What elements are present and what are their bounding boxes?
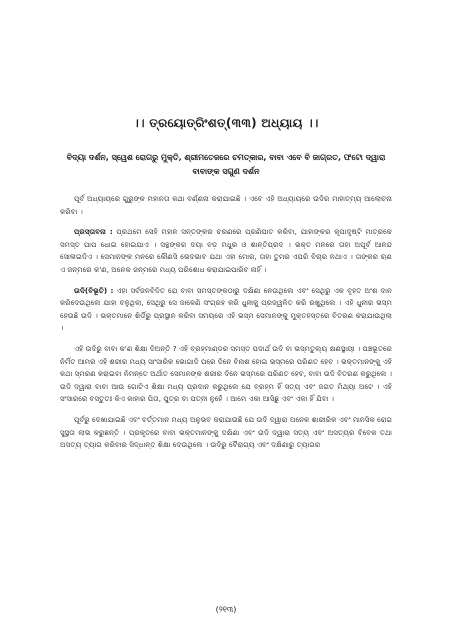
paragraph-udi-teaching	[60, 343, 392, 406]
chapter-subtitle: ବିଦ୍ୟା ଦର୍ଶନ, ସ୍ୱେଶ ରୋଗରୁ ମୁକ୍ତି, ଶ୍ରୀମତେଜରେ ଚମତ୍କାର, ବାବା ଏବେ ବି ଜାଗ୍ରତ, ଫଟୋ ଦ୍ୱାରା ବାବାଙ୍କ ସଗୁଣ ଦର୍ଶନ	[66, 153, 386, 176]
paragraph-text: ପୂର୍ବରୁ ଦେଖାଯାଇଛି ଏବଂ ବର୍ତ୍ତମାନ ମଧ୍ୟ ଅନୁଭବ କରାଯାଉଛି ଯେ ଉଦି ଦ୍ୱାରା ଅନେକ ଶାରୀରିକ ଏବଂ ମାନସିକ ରୋଗ ସୁସ୍ଥତା ଲାଭ କରୁଛନ୍ତି । ପ୍ରକୃତରେ ବାବା ଭକ୍ତମାନଙ୍କୁ ଦକ୍ଷିଣା ଏବଂ ଉଦି ଦ୍ୱାରା ସତ୍ୟ ଏବଂ ଅସତ୍ୟର ବିବେକ ତଥା ଅସତ୍ୟ ତ୍ୟାଗ କରିବାର ସିଦ୍ଧାନ୍ତ ଶିକ୍ଷା ଦେଉଥିଲେ । ଉଦିରୁ ବୈରାଗ୍ୟ ଏବଂ ଦକ୍ଷିଣାରୁ ତ୍ୟାଗର	[60, 414, 392, 450]
page-number: (୨୧୩)	[215, 605, 237, 614]
paragraph-heading: ପ୍ରସ୍ତାବନା :	[74, 227, 113, 237]
chapter-title: ।। ତ୍ରୟୋତ୍ରିଂଶତ୍(୩୩) ଅଧ୍ୟାୟ ।।	[133, 116, 319, 130]
paragraph-text: ଏହି ଉଦିରୁ ବାବା କ'ଣ ଶିକ୍ଷା ଦିଅନ୍ତି ? ଏହି ବ୍ରହ୍ମାଣ୍ଡର ସମସ୍ତ ପଦାର୍ଥ ଉଦି ବା ଭସ୍ମତୁଲ୍ୟ କ୍ଷଣସ୍ଥାୟୀ । ପଞ୍ଚଭୂତରେ ନିର୍ମିତ ଆମର ଏହି ଶରୀର ମଧ୍ୟ ସାଂସାରିକ ଭୋଗାଦି ପରେ ଦିନେ ବିନାଶ ହୋଇ ଭସ୍ମରେ ପରିଣତ ହେବ । ଭକ୍ତମାନଙ୍କୁ ଏହି କଥା ସ୍ମରଣ କରାଇବା ନିମନ୍ତେ ଅର୍ଥାତ ସେମାନଙ୍କ ଶରୀର ଦିନେ ଭସ୍ମରେ ପରିଣତ ହେବ, ବାବା ଉଦି ବିତରଣ କରୁଥିଲେ । ଉଦି ଦ୍ୱାରା ବାବା ଆଉ ଗୋଟିଏ ଶିକ୍ଷା ମଧ୍ୟ ପ୍ରଦାନ କରୁଥିଲେ ଯେ ବ୍ରହ୍ମ ହିଁ ସତ୍ୟ ଏବଂ ଜଗତ ମିଥ୍ୟା ଅଟେ । ଏହି ସଂସାରରେ ବସ୍ତୁତଃ କିଏ କାହାର ପିତା, ପୁତ୍ର ବା ପତ୍ନୀ ନୁହେଁ । ଆମେ ଏକା ଆସିଛୁ ଏବଂ ଏକା ହିଁ ଯିବା ।	[60, 343, 392, 404]
paragraph-prastavana	[60, 226, 392, 276]
paragraph-udi-healing	[60, 414, 392, 452]
paragraph-heading: ଉଦି(ବିଭୂତି) :	[74, 285, 114, 295]
paragraph-text: ପୂର୍ବ ଅଧ୍ୟାୟରେ ଗୁରୁଙ୍କ ମହାନତା କଥା ବର୍ଣ୍ଣନା କରାଯାଇଛି । ଏବେ ଏହି ଅଧ୍ୟାୟରେ ଉଦିର ମାହାତ୍ମ୍ୟ ଆଲୋଚନା କରିବା ।	[60, 194, 392, 216]
paragraph-udi	[60, 285, 392, 335]
paragraph-text: ପ୍ରଥମେ ସେହି ମହାନ ସନ୍ତଙ୍କର ଚରଣରେ ପ୍ରଣିପାତ କରିବା, ଯାହାଙ୍କର କୃପାଦୃଷ୍ଟି ମାତ୍ରକେ ସମସ୍ତ ପାପ ଧୋଇ ହୋଇଯାଏ । ସନ୍ଥଙ୍କର ଦୟା ବଡ଼ ମଧୁର ଓ ଶାନ୍ତିପ୍ରଦ । ଭକ୍ତ ମନରେ ତାହା ଅପୂର୍ବ ଆନନ୍ଦ ସୋଳାଇଦିଏ । ସେମାନଙ୍କ ମନରେ କୌଣସି ଭେଦଭାବ ଯଥା ଏହା ମୋର, ତାହା ତୁମର ଏପରି ବିଚାର ନଥାଏ । ତାଙ୍କର ଋଣ ଏ ଜନ୍ମରେ କ'ଣ, ଅନେକ ଜନ୍ମରେ ମଧ୍ୟ ପରିଶୋଧ କରାଯାଇପାରିବ ନାହିଁ ।	[60, 227, 392, 274]
paragraph-text: ଏହା ସର୍ବଜନବିଦିତ ଯେ ବାବା ସମସ୍ତଙ୍କଠାରୁ ଦକ୍ଷିଣା ନେଉଥିଲେ ଏବଂ ସେଥିରୁ ଏକ ବୃହତ ଅଂଶ ଦାନ କରିଦେଉଥିଲେ ଯାହା ବଳୁଥିଲା, ସେଥିରୁ ସେ ଜାଳେଣି ସଂଗ୍ରହ କରି ଧୁନୀକୁ ପ୍ରଜ୍ୱଳିତ କରି ରଖୁଥିଲେ । ଏହି ଧୁନୀର ଭସ୍ମ ହେଉଛି ଉଦି । ଭକ୍ତମାନେ ଶିର୍ଡିରୁ ପ୍ରସ୍ଥାନ କରିବା ସମୟରେ ଏହି ଭସ୍ମ ସେମାନଙ୍କୁ ମୁକ୍ତହସ୍ତରେ ବିତରଣ କରାଯାଉଥିଲା ।	[60, 285, 392, 333]
paragraph-intro	[60, 193, 392, 218]
